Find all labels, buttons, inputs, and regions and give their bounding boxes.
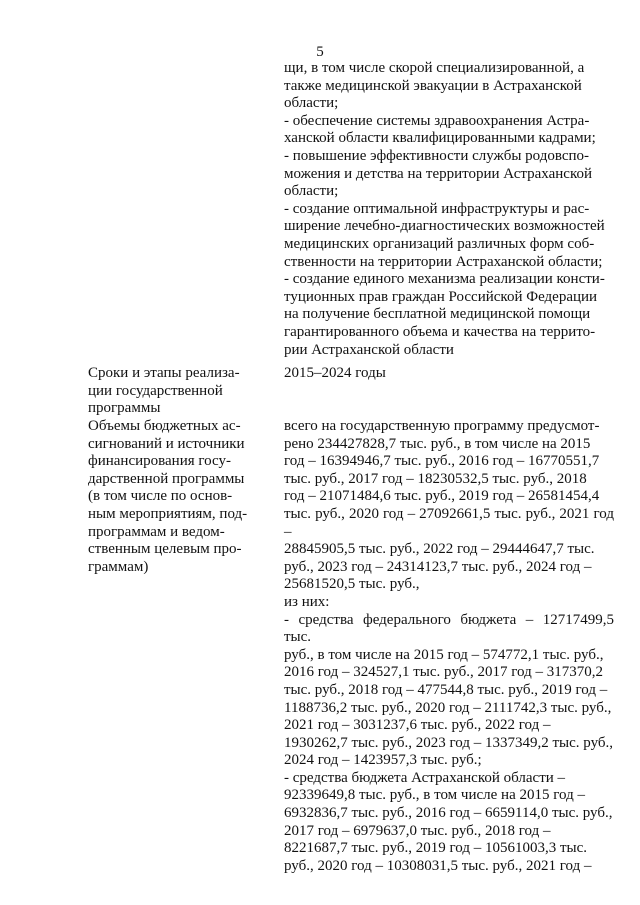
text-line: 2021 год – 3031237,6 тыс. руб., 2022 год – — [284, 717, 551, 734]
text-line: 6932836,7 тыс. руб., 2016 год – 6659114,0 тыс. руб., — [284, 805, 613, 822]
text-line: программы — [88, 400, 161, 417]
text-line: 2017 год – 6979637,0 тыс. руб., 2018 год – — [284, 822, 551, 839]
text-line: 1930262,7 тыс. руб., 2023 год – 1337349,2 тыс. руб., — [284, 734, 614, 751]
text-line: граммам) — [88, 558, 149, 575]
text-line: щи, в том числе скорой специализированной, а — [284, 60, 585, 76]
budget-label-text — [88, 418, 258, 576]
text-line: 2024 год – 1423957,3 тыс. руб.; — [284, 752, 482, 769]
text-line: программам и ведом- — [88, 523, 225, 540]
budget-label — [88, 418, 258, 576]
period-value — [284, 365, 614, 383]
text-line: 28845905,5 тыс. руб., 2022 год – 29444647,7 тыс. — [284, 541, 595, 558]
text-line: области; — [284, 95, 339, 112]
goals-continuation — [284, 60, 614, 359]
text-line: из них: — [284, 593, 330, 610]
text-line: 92339649,8 тыс. руб., в том числе на 2015 год – — [284, 787, 585, 804]
text-line: - повышение эффективности службы родовспо- — [284, 147, 590, 164]
text-line: всего на государственную программу предусмот- — [284, 418, 600, 434]
page-number: 5 — [316, 44, 324, 60]
text-line: тыс. руб., 2018 год – 477544,8 тыс. руб., 2019 год – — [284, 681, 608, 698]
text-line: ным мероприятиям, под- — [88, 505, 248, 522]
budget-details — [284, 418, 614, 875]
text-line: руб., 2020 год – 10308031,5 тыс. руб., 2021 год – — [284, 857, 592, 874]
text-line: Объемы бюджетных ас- — [88, 418, 241, 434]
text-line: тыс. руб., 2017 год – 18230532,5 тыс. руб., 2018 — [284, 470, 587, 487]
text-line: рии Астраханской области — [284, 341, 454, 358]
text-line: - обеспечение системы здравоохранения Астра- — [284, 112, 590, 129]
text-line: области; — [284, 183, 339, 200]
text-line: - средства федерального бюджета – 12717499,5 тыс. — [284, 611, 614, 646]
period-value-text: 2015–2024 годы — [284, 365, 386, 381]
period-label — [88, 365, 258, 418]
text-line: - создание оптимальной инфраструктуры и рас- — [284, 200, 590, 217]
text-line: рено 234427828,7 тыс. руб., в том числе на 2015 — [284, 435, 591, 452]
text-line: руб., 2023 год – 24314123,7 тыс. руб., 2024 год – — [284, 558, 592, 575]
text-line: год – 16394946,7 тыс. руб., 2016 год – 16770551,7 — [284, 453, 600, 470]
text-line: дарственной программы — [88, 470, 245, 487]
text-line: ширение лечебно-диагностических возможностей — [284, 218, 605, 235]
text-line: сигнований и источники — [88, 435, 245, 452]
text-line: 1188736,2 тыс. руб., 2020 год – 2111742,3 тыс. руб., — [284, 699, 612, 716]
text-line: руб., в том числе на 2015 год – 574772,1 тыс. руб., — [284, 646, 604, 663]
text-line: 2016 год – 324527,1 тыс. руб., 2017 год – 317370,2 — [284, 664, 603, 681]
text-line: гарантированного объема и качества на террито- — [284, 323, 596, 340]
text-line: тыс. руб., 2020 год – 27092661,5 тыс. руб., 2021 год – — [284, 505, 614, 540]
text-line: год – 21071484,6 тыс. руб., 2019 год – 26581454,4 — [284, 488, 600, 505]
text-line: медицинских организаций различных форм соб- — [284, 235, 595, 252]
text-line: финансирования госу- — [88, 453, 231, 470]
text-line: (в том числе по основ- — [88, 488, 233, 505]
goals-text — [284, 60, 614, 359]
text-line: можения и детства на территории Астраханской — [284, 165, 593, 182]
period-label-text — [88, 365, 258, 418]
text-line: ханской области квалифицированными кадрами; — [284, 130, 596, 147]
text-line: - создание единого механизма реализации консти- — [284, 271, 605, 288]
text-line: 8221687,7 тыс. руб., 2019 год – 10561003,3 тыс. — [284, 840, 588, 857]
budget-text — [284, 418, 614, 875]
text-line: ции государственной — [88, 382, 223, 399]
text-line: туционных прав граждан Российской Федерации — [284, 288, 598, 305]
text-line: Сроки и этапы реализа- — [88, 365, 240, 381]
text-line: 25681520,5 тыс. руб., — [284, 576, 420, 593]
text-line: на получение бесплатной медицинской помощи — [284, 306, 591, 323]
text-line: ственности на территории Астраханской области; — [284, 253, 603, 270]
text-line: также медицинской эвакуации в Астраханской — [284, 77, 582, 94]
text-line: - средства бюджета Астраханской области – — [284, 769, 566, 786]
text-line: ственным целевым про- — [88, 541, 242, 558]
